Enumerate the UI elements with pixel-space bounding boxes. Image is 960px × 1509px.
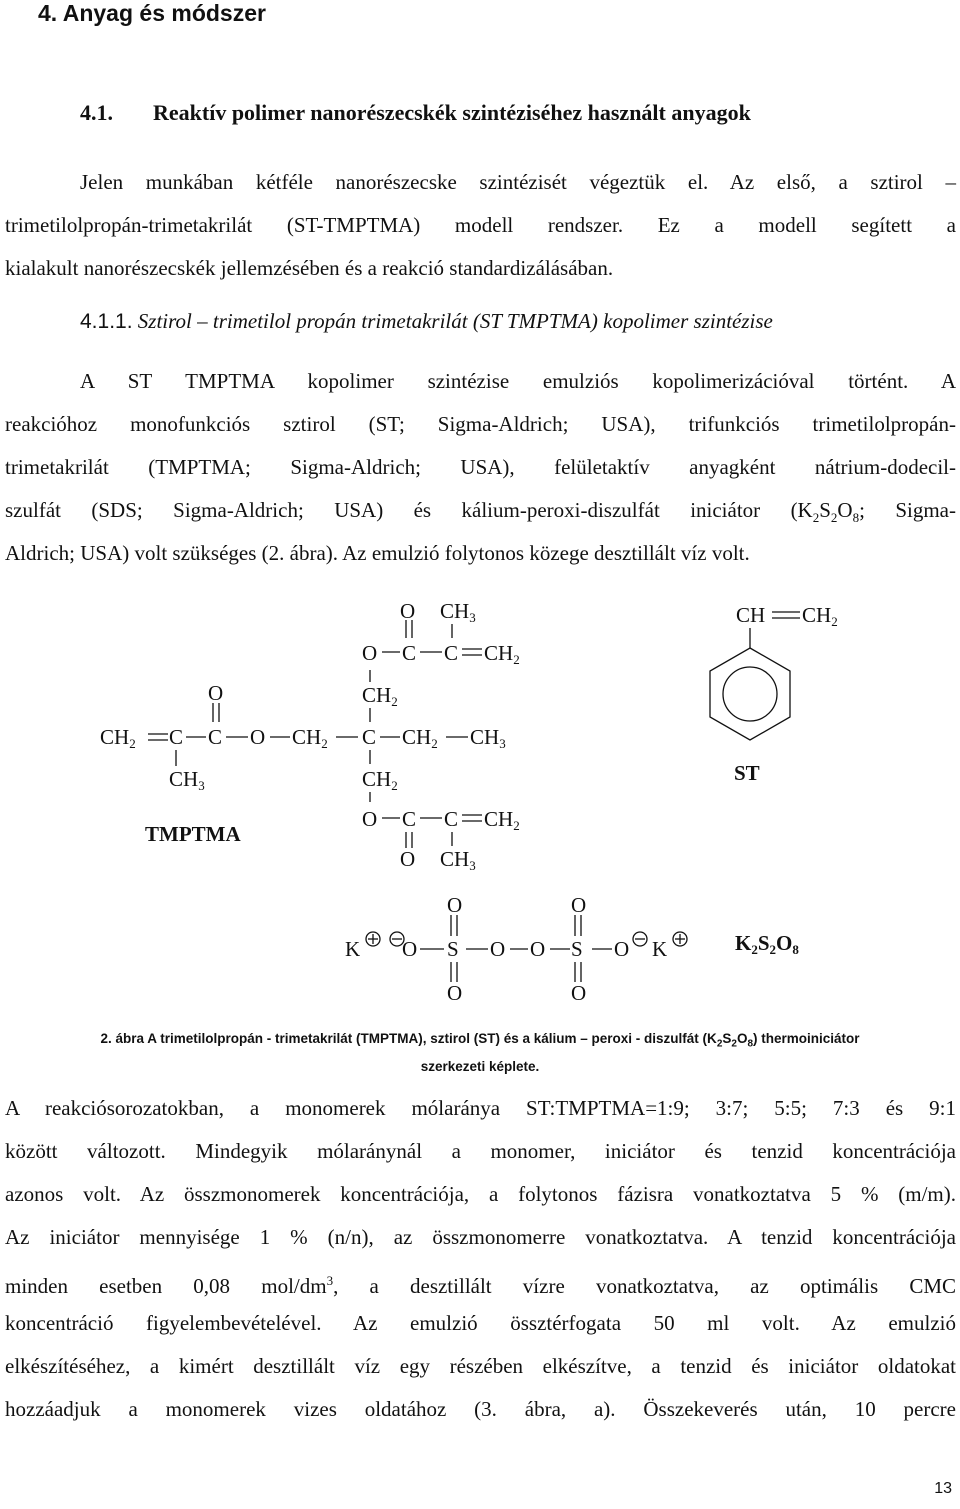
- text-line: azonos volt. Az összmonomerek koncentrációja, a folytonos fázisra vonatkoztatva 5 % (m/m).: [5, 1182, 956, 1206]
- caption-line: szerkezeti képlete.: [420, 1058, 540, 1074]
- text-line: reakcióhoz monofunkciós sztirol (ST; Sigma-Aldrich; USA), trifunkciós trimetilolpropán-: [5, 412, 956, 436]
- atom-label: C: [169, 725, 184, 749]
- atom-label: C: [444, 807, 459, 831]
- text-line: Jelen munkában kétféle nanorészecske szintézisét végeztük el. Az első, a sztirol –: [80, 170, 956, 194]
- atom-label: O: [447, 893, 463, 917]
- text-line: Aldrich; USA) volt szükséges (2. ábra). Az emulzió folytonos közege desztillált víz volt.: [5, 541, 750, 565]
- atom-label: CH3: [440, 599, 476, 625]
- atom-label: CH2: [802, 603, 838, 629]
- text-line: minden esetben 0,08 mol/$dm^3$, a desztillált vízre vonatkoztatva, az optimális CMC: [5, 1273, 957, 1298]
- materials-paragraph: [0, 360, 956, 575]
- st-label: ST: [734, 761, 760, 785]
- atom-label: CH2: [402, 725, 438, 751]
- atom-label: O: [571, 893, 587, 917]
- text-line: trimetakrilát (TMPTMA; Sigma-Aldrich; USA), felületaktív anyagként nátrium-dodecil-: [5, 455, 956, 479]
- atom-label: O: [362, 807, 378, 831]
- atom-label: CH: [736, 603, 766, 627]
- atom-label: O: [614, 937, 630, 961]
- k2s2o8-label: K2S2O8: [735, 931, 799, 957]
- atom-label: O: [362, 641, 378, 665]
- atom-label: C: [208, 725, 223, 749]
- chapter-heading: 4. Anyag és módszer: [38, 0, 266, 26]
- atom-label: S: [447, 937, 459, 961]
- atom-label: O: [250, 725, 266, 749]
- atom-label: C: [402, 807, 417, 831]
- text-line: A reakciósorozatokban, a monomerek mólaránya ST:TMPTMA=1:9; 3:7; 5:5; 7:3 és 9:1: [5, 1096, 956, 1120]
- text-line: A ST TMPTMA kopolimer szintézise emulziós kopolimerizációval történt. A: [80, 369, 956, 393]
- atom-label: C: [402, 641, 417, 665]
- atom-label: CH3: [440, 847, 476, 873]
- subsection-title: Sztirol – trimetilol propán trimetakrilát (ST TMPTMA) kopolimer szintézise: [137, 309, 773, 333]
- subsection-number: 4.1.1.: [80, 310, 133, 333]
- text-line: Az iniciátor mennyisége 1 % (n/n), az összmonomerre vonatkoztatva. A tenzid koncentrációja: [5, 1225, 956, 1249]
- figure-caption: [0, 1028, 960, 1078]
- atom-label: K: [345, 937, 361, 961]
- atom-label: S: [571, 937, 583, 961]
- text-line: hozzáadjuk a monomerek vizes oldatához (3. ábra, a). Összekeverés után, 10 percre: [5, 1397, 956, 1421]
- atom-label: CH3: [470, 725, 506, 751]
- atom-label: CH2: [100, 725, 136, 751]
- atom-label: CH2: [484, 641, 520, 667]
- subsection-heading: [80, 309, 773, 334]
- intro-paragraph: [0, 161, 956, 290]
- structural-formula-figure: [0, 590, 960, 1020]
- experiment-paragraph: [0, 1087, 956, 1431]
- section-number: 4.1.: [80, 100, 113, 125]
- page-number: 13: [934, 1480, 952, 1497]
- text-line: kialakult nanorészecskék jellemzésében és a reakció standardizálásában.: [5, 256, 614, 280]
- atom-label: O: [571, 981, 587, 1005]
- atom-label: C: [362, 725, 377, 749]
- atom-label: O: [530, 937, 546, 961]
- atom-label: K: [652, 937, 668, 961]
- section-title: Reaktív polimer nanorészecskék szintéziséhez használt anyagok: [153, 100, 751, 125]
- caption-line: 2. ábra A trimetilolpropán - trimetakrilát (TMPTMA), sztirol (ST) és a kálium – peroxi - diszulfát $(K_2S_2O_8)$ thermoiniciátor: [100, 1031, 860, 1050]
- text-line: elkészítéséhez, a kimért desztillált víz egy részében elkészítve, a tenzid és iniciátor oldatokat: [5, 1354, 956, 1378]
- atom-label: O: [400, 599, 416, 623]
- atom-label: O: [208, 681, 224, 705]
- tmptma-label: TMPTMA: [145, 822, 241, 846]
- atom-label: CH3: [169, 767, 205, 793]
- atom-label: O: [402, 937, 418, 961]
- atom-label: CH2: [292, 725, 328, 751]
- text-line: között változott. Mindegyik mólaránynál a monomer, iniciátor és tenzid koncentrációja: [5, 1139, 956, 1163]
- atom-label: O: [490, 937, 506, 961]
- atom-label: CH2: [362, 767, 398, 793]
- atom-label: O: [447, 981, 463, 1005]
- atom-label: O: [400, 847, 416, 871]
- atom-label: CH2: [362, 683, 398, 709]
- atom-label: CH2: [484, 807, 520, 833]
- section-heading: [80, 100, 751, 126]
- atom-label: C: [444, 641, 459, 665]
- text-line: koncentráció figyelembevételével. Az emulzió össztérfogata 50 ml volt. Az emulzió: [5, 1311, 956, 1335]
- text-line: szulfát (SDS; Sigma-Aldrich; USA) és kálium-peroxi-diszulfát iniciátor ($K_2S_2O_8$; Sigma-: [5, 498, 956, 526]
- text-line: trimetilolpropán-trimetakrilát (ST-TMPTMA) modell rendszer. Ez a modell segített a: [5, 213, 956, 237]
